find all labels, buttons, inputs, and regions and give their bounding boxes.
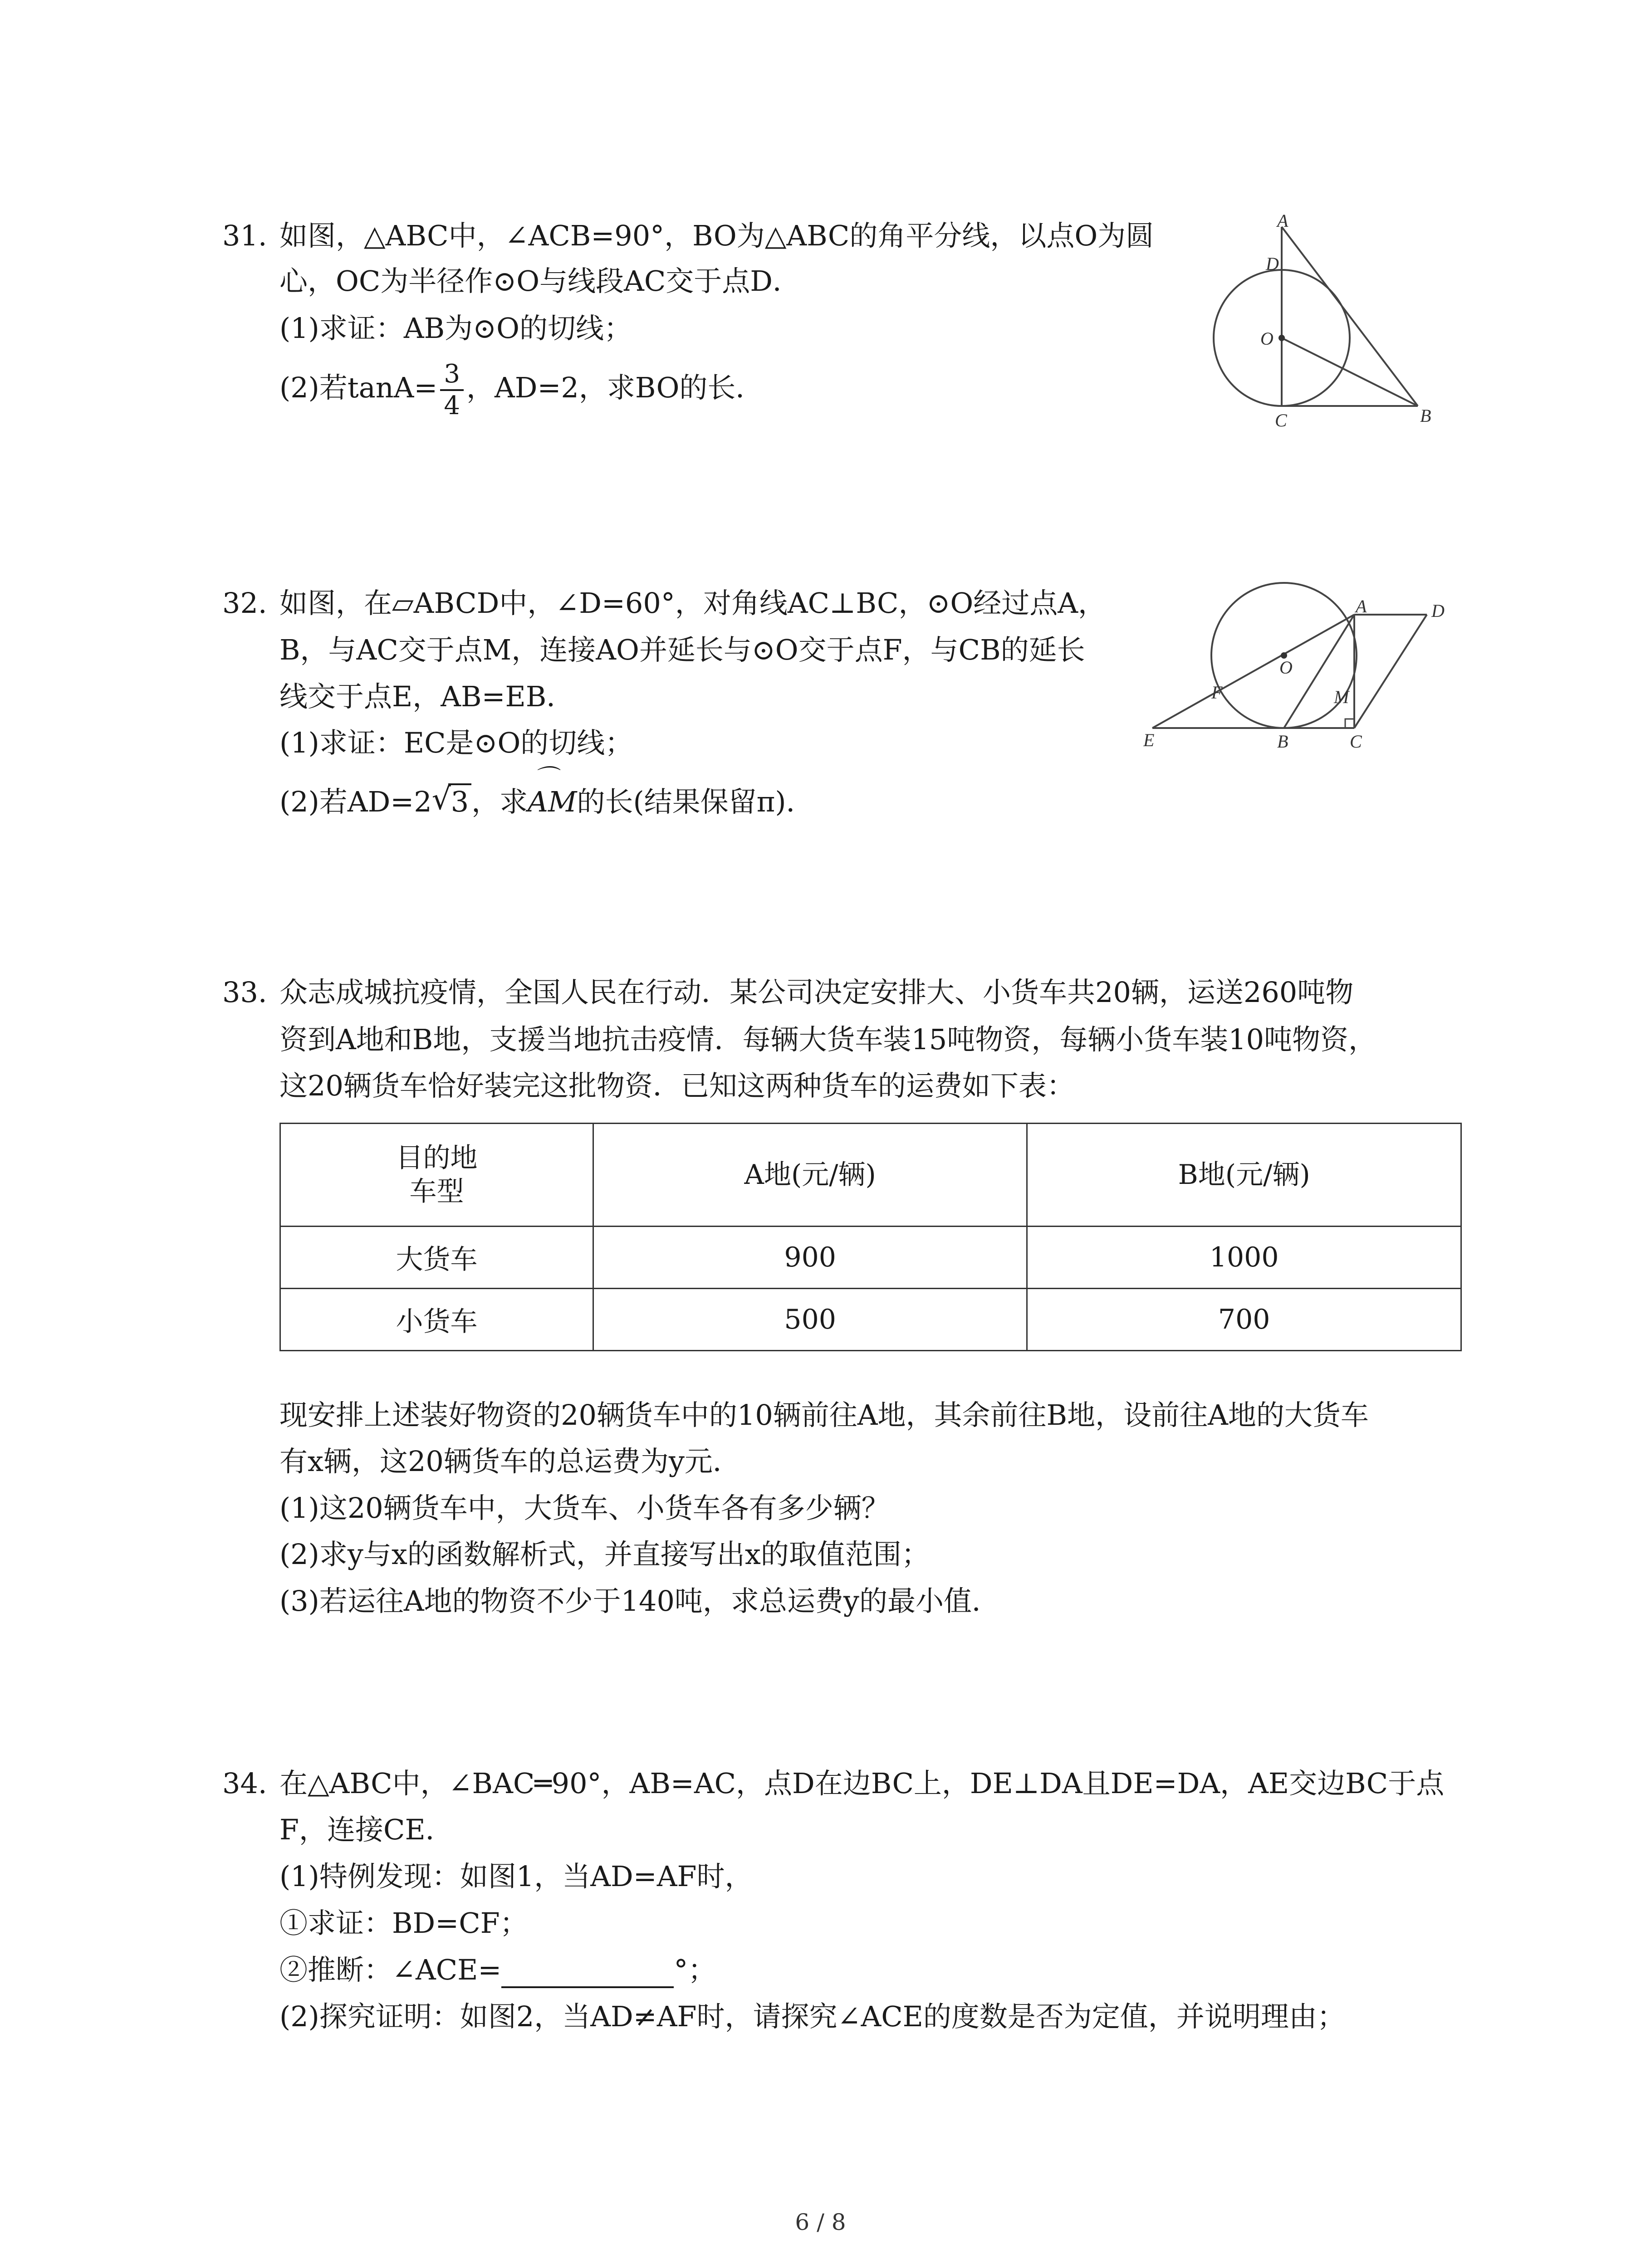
label-o: O <box>1279 657 1293 678</box>
q32-part-1: (1)求证：EC是⊙O的切线； <box>279 726 633 759</box>
label-b: B <box>1277 731 1288 752</box>
q33-para-2: 有x辆，这20辆货车的总运费为y元． <box>279 1445 741 1478</box>
freight-table <box>279 1123 1462 1351</box>
q34-infer-prefix: ②推断：∠ACE= <box>279 1953 502 1986</box>
label-e: E <box>1143 730 1155 750</box>
q32-part-2 <box>279 784 814 820</box>
row-b-cost: 1000 <box>1027 1227 1461 1289</box>
page-number: 6 / 8 <box>795 2209 846 2235</box>
q31-line-2: 心，OC为半径作⊙O与线段AC交于点D． <box>279 264 801 298</box>
label-a: A <box>1277 213 1288 231</box>
q34-part-1-i: ①求证：BD=CF； <box>279 1906 528 1940</box>
q31-figure <box>1207 213 1461 435</box>
q32-part-2-mid: ，求 <box>471 785 528 818</box>
q34-infer-suffix: °； <box>674 1953 716 1986</box>
segment-ae <box>1152 615 1354 728</box>
q32-line-3: 线交于点E，AB=EB． <box>279 680 575 713</box>
q31-part-1: (1)求证：AB为⊙O的切线； <box>279 312 632 345</box>
q34-part-1: (1)特例发现：如图1，当AD=AF时， <box>279 1860 753 1893</box>
corner-cell <box>280 1124 593 1227</box>
label-f: F <box>1211 682 1223 703</box>
q33-part-3: (3)若运往A地的物资不少于140吨，求总运费y的最小值． <box>279 1584 1000 1618</box>
label-m: M <box>1334 687 1349 707</box>
q32-number: 32. <box>222 587 267 620</box>
corner-bottom-label: 车型 <box>409 1176 464 1207</box>
q31-number: 31. <box>222 219 267 252</box>
col-b-header: B地(元/辆) <box>1027 1124 1461 1227</box>
q31-part-2-prefix: (2)若tanA= <box>279 371 438 404</box>
tan-fraction <box>440 359 464 421</box>
q31-part-2 <box>279 354 764 422</box>
q32-part-2-suffix: 的长(结果保留π)． <box>577 785 814 818</box>
q32-line-2: B，与AC交于点M，连接AO并延长与⊙O交于点F，与CB的延长 <box>279 633 1085 666</box>
answer-blank[interactable] <box>501 1960 674 1988</box>
table-header-row <box>280 1124 1461 1227</box>
q33-part-1: (1)这20辆货车中，大货车、小货车各有多少辆？ <box>279 1491 890 1525</box>
corner-top-label: 目的地 <box>396 1142 478 1174</box>
label-d: D <box>1266 254 1279 274</box>
row-a-cost: 900 <box>593 1227 1027 1289</box>
q32-line-1: 如图，在▱ABCD中，∠D=60°，对角线AC⊥BC，⊙O经过点A， <box>279 587 1107 620</box>
arc-am: ⌒ AM <box>528 784 577 820</box>
q31-line-1: 如图，△ABC中，∠ACB=90°，BO为△ABC的角平分线，以点O为圆 <box>279 219 1154 252</box>
label-b: B <box>1420 406 1431 426</box>
q33-part-2: (2)求y与x的函数解析式，并直接写出x的取值范围； <box>279 1538 930 1571</box>
table-row <box>280 1227 1461 1289</box>
sqrt-3: √ 3 <box>432 784 471 820</box>
q31-part-2-suffix: ，AD=2，求BO的长． <box>466 371 764 404</box>
segment-ab <box>1282 227 1418 406</box>
q33-number: 33. <box>222 976 267 1009</box>
fraction-denominator: 4 <box>444 391 460 420</box>
q33-line-3: 这20辆货车恰好装完这批物资．已知这两种货车的运费如下表： <box>279 1069 1075 1102</box>
row-b-cost: 700 <box>1027 1289 1461 1351</box>
label-c: C <box>1350 731 1362 752</box>
label-a: A <box>1356 596 1367 616</box>
center-point <box>1279 335 1285 341</box>
row-type: 大货车 <box>280 1227 593 1289</box>
q33-line-1: 众志成城抗疫情，全国人民在行动．某公司决定安排大、小货车共20辆，运送260吨物 <box>279 976 1354 1009</box>
right-angle-mark <box>1345 719 1354 728</box>
label-c: C <box>1275 410 1287 430</box>
q33-para-1: 现安排上述装好物资的20辆货车中的10辆前往A地，其余前往B地，设前往A地的大货车 <box>279 1398 1369 1432</box>
q34-part-2: (2)探究证明：如图2，当AD≠AF时，请探究∠ACE的度数是否为定值，并说明理由； <box>279 2000 1345 2033</box>
q32-figure <box>1143 576 1461 758</box>
col-a-header: A地(元/辆) <box>593 1124 1027 1227</box>
row-a-cost: 500 <box>593 1289 1027 1351</box>
row-type: 小货车 <box>280 1289 593 1351</box>
q34-number: 34. <box>222 1767 267 1800</box>
q34-line-2: F，连接CE． <box>279 1813 454 1846</box>
q33-line-2: 资到A地和B地，支援当地抗击疫情．每辆大货车装15吨物资，每辆小货车装10吨物资， <box>279 1023 1377 1056</box>
q34-line-1: 在△ABC中，∠BAC═90°，AB=AC，点D在边BC上，DE⊥DA且DE=DA，AE交边BC于点 <box>279 1767 1445 1800</box>
label-d: D <box>1431 601 1445 621</box>
segment-ab <box>1284 615 1354 728</box>
segment-dc <box>1354 615 1427 728</box>
q32-part-2-prefix: (2)若AD=2 <box>279 785 432 818</box>
fraction-numerator: 3 <box>440 359 464 391</box>
q34-part-1-ii <box>279 1952 716 1988</box>
label-o: O <box>1260 328 1274 349</box>
table-row <box>280 1289 1461 1351</box>
